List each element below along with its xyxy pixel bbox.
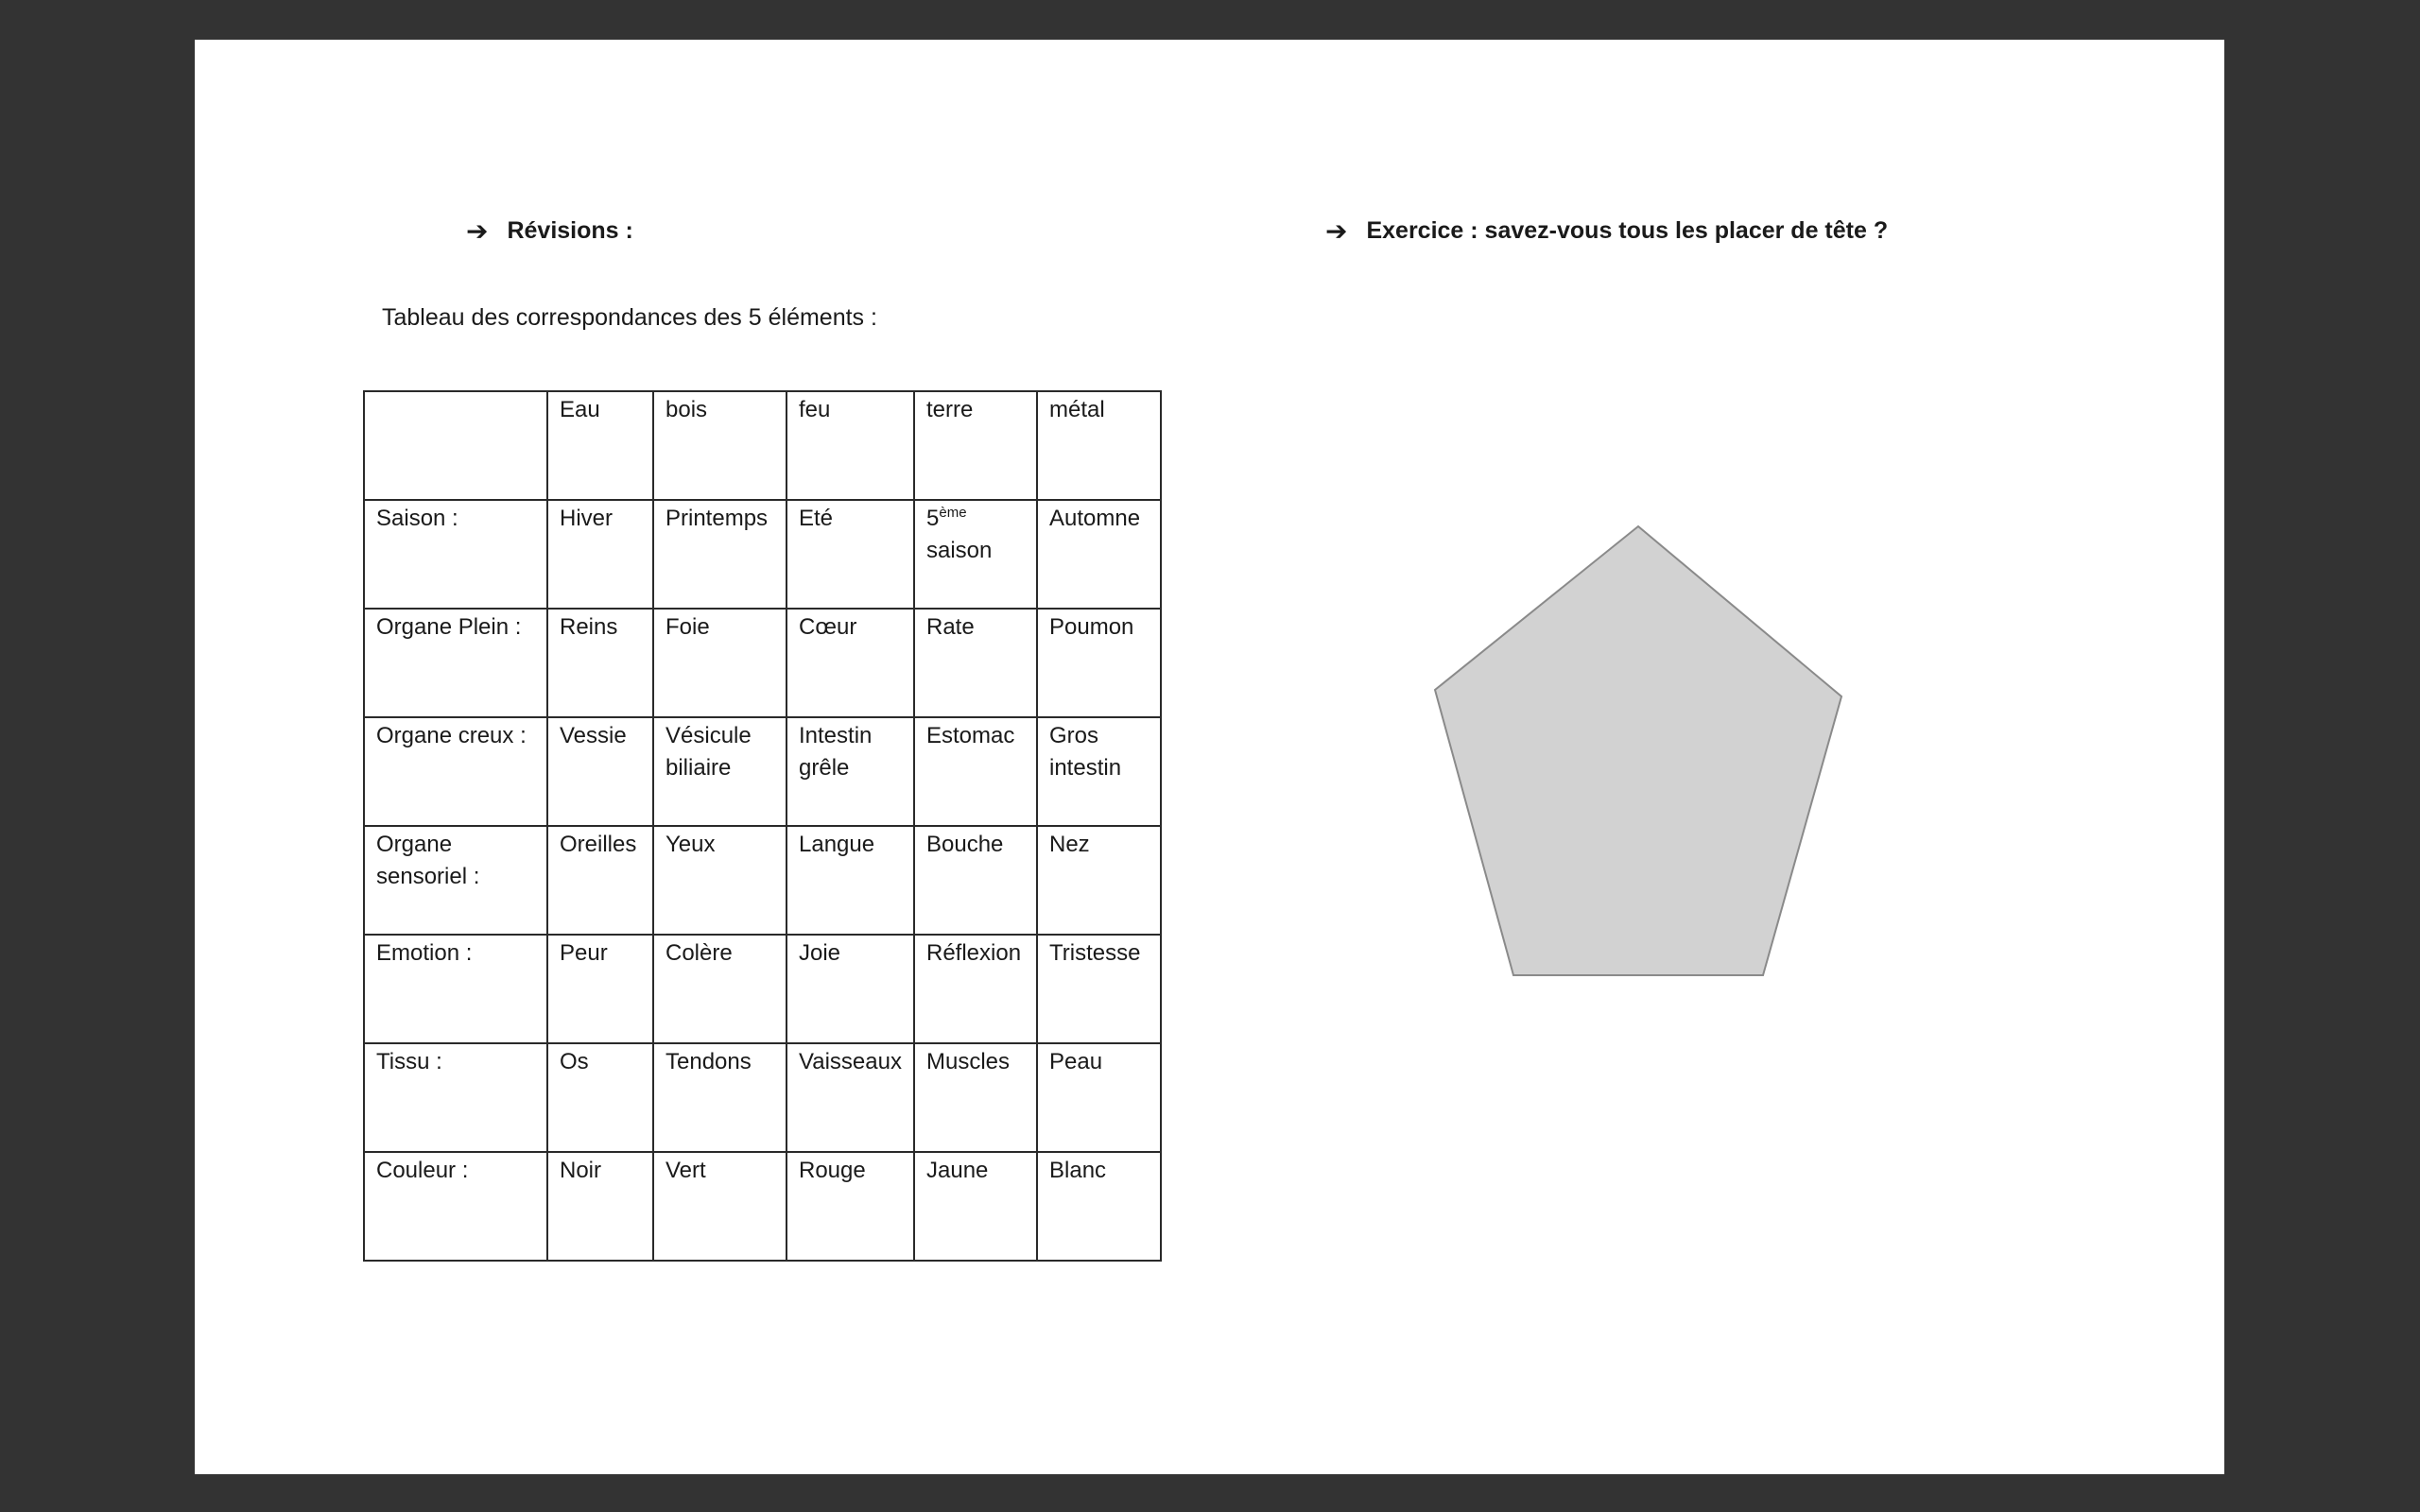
table-cell xyxy=(786,1152,914,1261)
table-cell xyxy=(786,500,914,609)
table-cell xyxy=(547,826,653,935)
right-arrow-icon: ➔ xyxy=(1325,215,1348,246)
row-label-cell xyxy=(364,500,547,609)
correspondence-table xyxy=(363,390,1162,1262)
table-cell xyxy=(914,500,1037,609)
table-cell-text: Eté xyxy=(799,506,834,531)
row-label-cell-text: Organe creux : xyxy=(376,723,527,748)
table-cell xyxy=(1037,935,1161,1043)
table-row xyxy=(364,609,1161,717)
table-cell-text: Tristesse xyxy=(1049,940,1141,966)
table-cell xyxy=(653,935,786,1043)
table-cell xyxy=(547,717,653,826)
table-cell-text: Yeux xyxy=(666,832,716,857)
pentagon-diagram xyxy=(1430,522,1846,985)
table-cell xyxy=(653,1043,786,1152)
table-cell-text: Muscles xyxy=(926,1049,1011,1074)
table-cell xyxy=(1037,826,1161,935)
table-cell-text: Oreilles xyxy=(560,832,637,857)
table-cell-text: Vésicule biliaire xyxy=(666,723,752,781)
row-label-cell-text: Organe Plein : xyxy=(376,614,522,640)
ordinal-superscript: ème xyxy=(939,505,967,521)
header-cell xyxy=(914,391,1037,500)
table-cell xyxy=(914,1043,1037,1152)
table-cell xyxy=(1037,717,1161,826)
header-cell xyxy=(1037,391,1161,500)
table-cell xyxy=(653,1152,786,1261)
table-cell-text: Tendons xyxy=(666,1049,752,1074)
table-caption: Tableau des correspondances des 5 éléments : xyxy=(382,304,877,331)
table-cell-text: Gros intestin xyxy=(1049,723,1122,781)
table-cell-text: Peur xyxy=(560,940,608,966)
row-label-cell-text: Couleur : xyxy=(376,1158,469,1183)
table-cell xyxy=(547,609,653,717)
header-cell xyxy=(653,391,786,500)
header-cell xyxy=(786,391,914,500)
exercise-heading xyxy=(1325,217,1888,245)
table-cell-text: Réflexion xyxy=(926,940,1022,966)
table-cell-text: Estomac xyxy=(926,723,1015,748)
table-row xyxy=(364,826,1161,935)
table-cell xyxy=(1037,609,1161,717)
table-cell xyxy=(1037,1043,1161,1152)
header-cell xyxy=(547,391,653,500)
header-cell-text: métal xyxy=(1049,397,1105,422)
pentagon-svg xyxy=(1430,522,1846,985)
table-cell xyxy=(547,1152,653,1261)
header-corner-cell-text xyxy=(376,392,541,394)
table-cell-text: Bouche xyxy=(926,832,1004,857)
header-cell-text: bois xyxy=(666,397,708,422)
revisions-heading xyxy=(466,217,633,245)
right-arrow-icon: ➔ xyxy=(466,215,489,246)
table-cell xyxy=(547,1043,653,1152)
table-header-row xyxy=(364,391,1161,500)
table-cell-text: Nez xyxy=(1049,832,1090,857)
table-cell-text: Automne xyxy=(1049,506,1141,531)
row-label-cell-text: Tissu : xyxy=(376,1049,442,1074)
table-cell-text: Colère xyxy=(666,940,733,966)
row-label-cell-text: Saison : xyxy=(376,506,458,531)
table-row xyxy=(364,1152,1161,1261)
table-cell-text: Hiver xyxy=(560,506,614,531)
table-row xyxy=(364,935,1161,1043)
table-cell xyxy=(653,826,786,935)
table-cell-text: Rouge xyxy=(799,1158,866,1183)
table-cell xyxy=(547,935,653,1043)
table-cell xyxy=(653,717,786,826)
table-cell xyxy=(786,935,914,1043)
table-cell-text: Jaune xyxy=(926,1158,989,1183)
table-cell xyxy=(547,500,653,609)
header-cell-text: feu xyxy=(799,397,831,422)
row-label-cell-text: Organe sensoriel : xyxy=(376,832,480,889)
row-label-cell xyxy=(364,717,547,826)
header-corner-cell xyxy=(364,391,547,500)
table-cell xyxy=(1037,1152,1161,1261)
table-cell-text: Vert xyxy=(666,1158,706,1183)
table-cell-text: Joie xyxy=(799,940,841,966)
table-cell-text: Vaisseaux xyxy=(799,1049,902,1074)
table-row xyxy=(364,717,1161,826)
table-cell xyxy=(1037,500,1161,609)
table-cell xyxy=(786,717,914,826)
table-cell-text: Cœur xyxy=(799,614,857,640)
table-cell-text: Rate xyxy=(926,614,975,640)
table-cell xyxy=(914,935,1037,1043)
row-label-cell xyxy=(364,1043,547,1152)
row-label-cell xyxy=(364,826,547,935)
table-cell-text: Printemps xyxy=(666,506,769,531)
table-cell-text: Poumon xyxy=(1049,614,1134,640)
table-cell xyxy=(914,717,1037,826)
table-row xyxy=(364,500,1161,609)
row-label-cell xyxy=(364,1152,547,1261)
table-cell-text: Blanc xyxy=(1049,1158,1107,1183)
table-cell-text: Intestin grêle xyxy=(799,723,873,781)
table-cell xyxy=(653,500,786,609)
table-cell-text: Os xyxy=(560,1049,589,1074)
table-row xyxy=(364,1043,1161,1152)
table-cell-text: Reins xyxy=(560,614,618,640)
exercise-heading-text: Exercice : savez-vous tous les placer de tête ? xyxy=(1366,217,1889,244)
pentagon-shape xyxy=(1435,526,1841,975)
table-cell xyxy=(914,609,1037,717)
revisions-heading-text: Révisions : xyxy=(507,217,633,244)
table-cell xyxy=(786,1043,914,1152)
header-cell-text: Eau xyxy=(560,397,600,422)
header-cell-text: terre xyxy=(926,397,974,422)
table-cell xyxy=(914,1152,1037,1261)
row-label-cell xyxy=(364,935,547,1043)
table-cell-text: 5ème saison xyxy=(926,505,993,563)
row-label-cell-text: Emotion : xyxy=(376,940,473,966)
table-cell-text: Langue xyxy=(799,832,875,857)
table-cell xyxy=(786,826,914,935)
table-cell-text: Vessie xyxy=(560,723,627,748)
table-cell xyxy=(653,609,786,717)
table-cell-text: Noir xyxy=(560,1158,602,1183)
table-cell xyxy=(786,609,914,717)
row-label-cell xyxy=(364,609,547,717)
table-cell xyxy=(914,826,1037,935)
table-cell-text: Foie xyxy=(666,614,710,640)
table-cell-text: Peau xyxy=(1049,1049,1103,1074)
document-page xyxy=(195,40,2224,1474)
